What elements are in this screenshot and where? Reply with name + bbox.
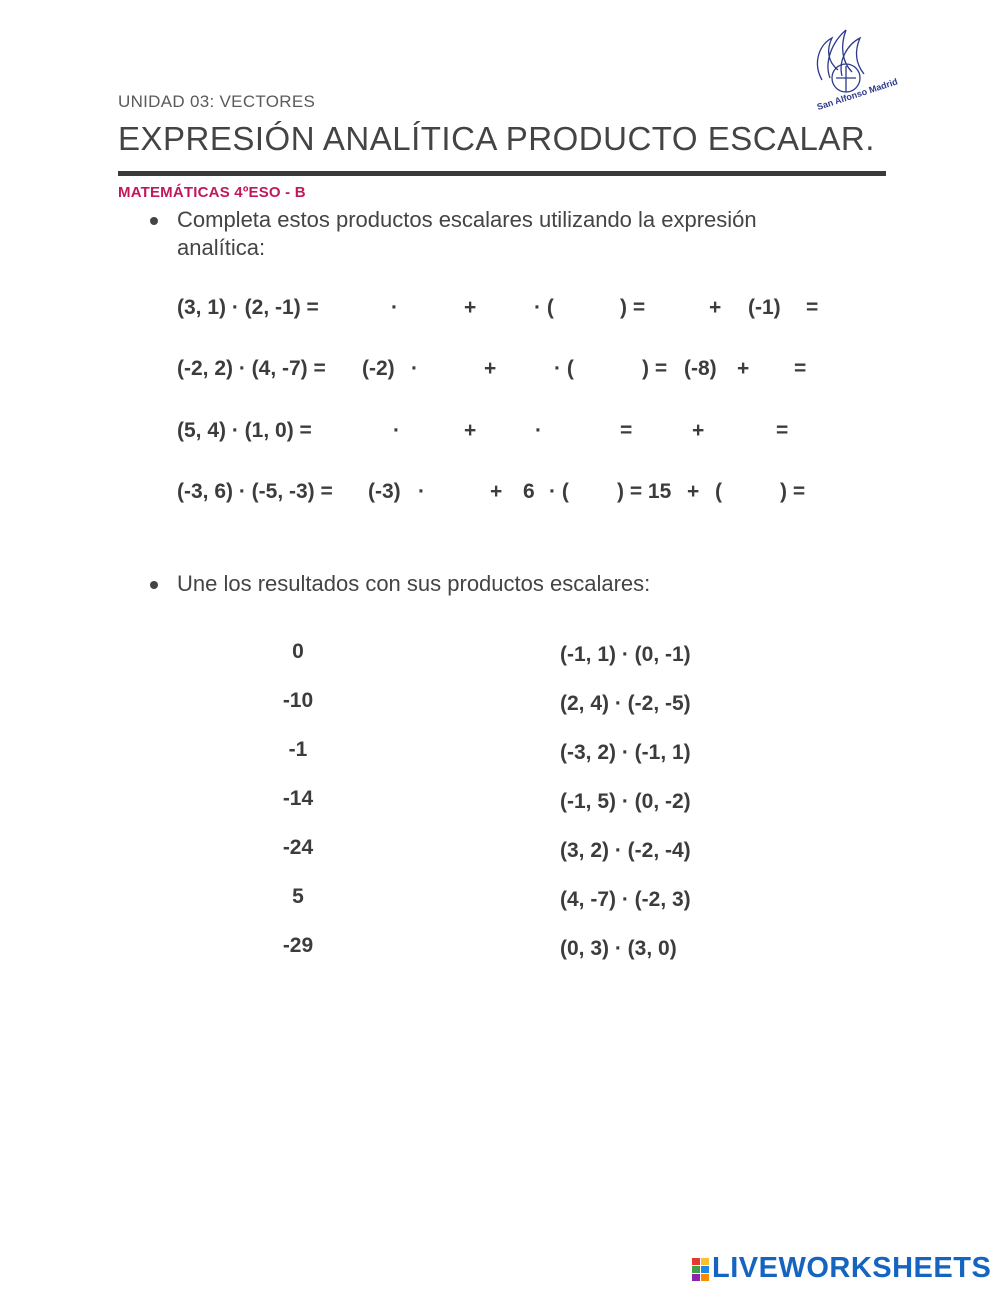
eq-token: · ( [549,480,569,503]
eq-token: ) = [780,480,806,503]
logo-text: San Alfonso Madrid [815,76,899,113]
eq-token: ( [715,480,722,503]
eq-token: ) = [642,357,668,380]
result-item: 0 [292,640,304,663]
eq-token: (3, 1) · (2, -1) = [177,296,319,319]
brand-logo-icon [692,1258,710,1282]
eq-token: (5, 4) · (1, 0) = [177,419,312,442]
eq-token: = [620,419,633,442]
product-item: (2, 4) · (-2, -5) [560,692,691,715]
eq-token: = [806,296,819,319]
eq-token: (-2, 2) · (4, -7) = [177,357,326,380]
eq-token: (-8) [684,357,717,380]
result-item: -14 [282,787,314,810]
bullet-icon [150,581,158,589]
eq-token: · ( [534,296,554,319]
eq-token: · [535,419,542,442]
product-item: (-3, 2) · (-1, 1) [560,741,691,764]
eq-token: = [794,357,807,380]
result-item: -24 [282,836,314,859]
bullet-icon [150,217,158,225]
product-item: (0, 3) · (3, 0) [560,937,677,960]
eq-token: + [490,480,503,503]
result-item: -1 [288,738,308,761]
eq-token: · [393,419,400,442]
eq-token: + [709,296,722,319]
page-title: EXPRESIÓN ANALÍTICA PRODUCTO ESCALAR. [118,120,875,157]
eq-token: · [391,296,398,319]
subject-label: MATEMÁTICAS 4ºESO - B [118,184,306,201]
eq-token: (-3, 6) · (-5, -3) = [177,480,333,503]
eq-token: + [687,480,700,503]
eq-token: + [464,419,477,442]
eq-token: + [737,357,750,380]
result-item: -29 [282,934,314,957]
product-item: (-1, 1) · (0, -1) [560,643,691,666]
eq-token: + [692,419,705,442]
unit-label: UNIDAD 03: VECTORES [118,92,316,111]
product-item: (3, 2) · (-2, -4) [560,839,691,862]
school-logo [808,22,899,113]
eq-token: = [776,419,789,442]
result-item: -10 [282,689,314,712]
eq-token: (-3) [368,480,401,503]
eq-token: · [418,480,425,503]
instruction-2: Une los resultados con sus productos escalares: [177,571,651,596]
brand-text: LIVEWORKSHEETS [712,1252,992,1284]
instruction-1-line1: Completa estos productos escalares utilizando la expresión [177,207,757,232]
title-divider [118,171,886,176]
product-item: (4, -7) · (-2, 3) [560,888,691,911]
eq-token: (-2) [362,357,395,380]
result-item: 5 [292,885,304,908]
eq-token: ) = 15 [617,480,672,503]
eq-token: ) = [620,296,646,319]
eq-token: + [464,296,477,319]
eq-token: · ( [554,357,574,380]
eq-token: 6 [523,480,535,503]
product-item: (-1, 5) · (0, -2) [560,790,691,813]
eq-token: + [484,357,497,380]
eq-token: · [411,357,418,380]
eq-token: (-1) [748,296,781,319]
instruction-1-line2: analítica: [177,235,266,260]
